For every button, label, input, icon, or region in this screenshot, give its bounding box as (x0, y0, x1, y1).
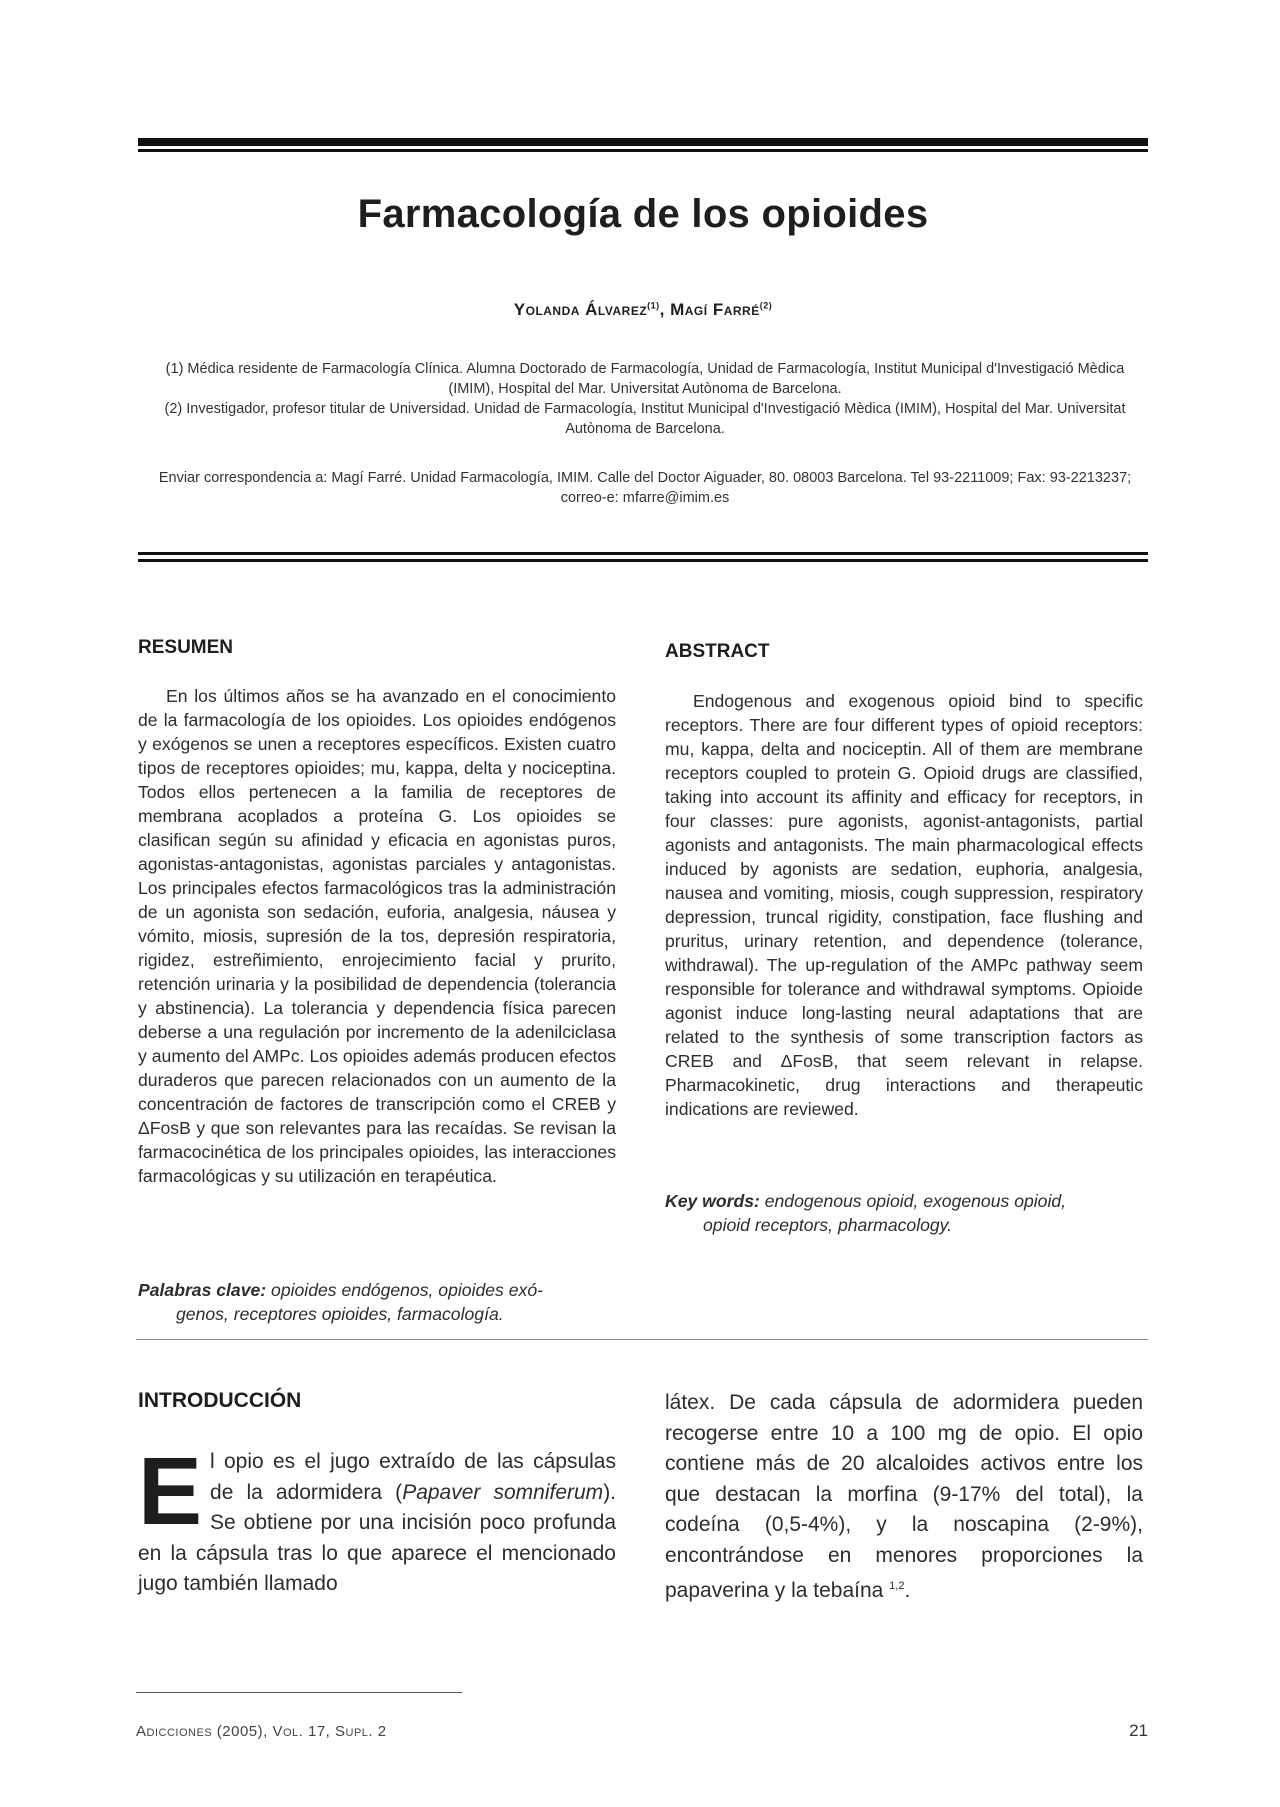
paper-title: Farmacología de los opioides (357, 192, 929, 236)
author-1-affil: (1) (647, 300, 660, 311)
header-rule-thin (138, 559, 1148, 562)
footer-journal: Adicciones (2005), Vol. 17, Supl. 2 (136, 1723, 387, 1740)
abstract-body (665, 689, 1143, 1121)
drop-cap: E (138, 1438, 203, 1545)
palabras-clave-line1: opioides endógenos, opioides exó- (271, 1280, 543, 1300)
key-words (665, 1189, 1143, 1237)
resumen-body (138, 684, 616, 1188)
palabras-clave (138, 1278, 616, 1326)
resumen-heading: RESUMEN (138, 637, 234, 658)
affiliation-1: (1) Médica residente de Farmacología Clínica. Alumna Doctorado de Farmacología, Unidad de Farmacología, Institut Municipal d'Investigació Mèdica (IMIM), Hospital del Mar. Universitat Autònoma de Barcelona. (165, 361, 1125, 397)
introduccion-heading: INTRODUCCIÓN (138, 1389, 302, 1412)
footer-rule (136, 1692, 462, 1693)
intro-left-text-a: l opio es el jugo extraído de las cápsulas de la adormidera ( (210, 1450, 616, 1504)
intro-right-ref: 1,2 (889, 1580, 905, 1592)
top-rule-thin (138, 149, 1148, 152)
top-rule-thick (138, 138, 1148, 146)
palabras-clave-label: Palabras clave: (138, 1280, 267, 1300)
author-1: Yolanda Álvarez (513, 300, 648, 319)
correspondence: Enviar correspondencia a: Magí Farré. Unidad Farmacología, IMIM. Calle del Doctor Aiguader, 80. 08003 Barcelona. Tel 93-2211009; Fax: 93-2213237; correo-e: mfarre@imim.es (158, 470, 1132, 506)
key-words-label: Key words: (665, 1191, 760, 1211)
introduccion-right (665, 1388, 1143, 1607)
section-separator (136, 1339, 1148, 1340)
abstract-paragraph: Endogenous and exogenous opioid bind to specific receptors. There are four different types of opioid receptors: mu, kappa, delta and nociceptin. All of them are membrane receptors coupled to protein G. Opioid drugs are classified, taking into account its affinity and efficacy for receptors, in four classes: pure agonists, agonist-antagonists, partial agonists and antagonists. The main pharmacological effects induced by agonists are sedation, euphoria, analgesia, nausea and vomiting, miosis, cough suppression, respiratory depression, truncal rigidity, constipation, face flushing and pruritus, urinary retention, and dependence (tolerance, withdrawal). The up-regulation of the AMPc pathway seem responsible for tolerance and withdrawal symptoms. Opioide agonist induce long-lasting neural adaptations that are related to the synthesis of some transcription factors as CREB and ΔFosB, that seem relevant in relapse. Pharmacokinetic, drug interactions and therapeutic indications are reviewed. (665, 691, 1143, 1119)
author-2-affil: (2) (759, 300, 773, 311)
author-2: Magí Farré (670, 300, 760, 319)
resumen-paragraph: En los últimos años se ha avanzado en el conocimiento de la farmacología de los opioides. Los opioides endógenos y exógenos se unen a receptores específicos. Existen cuatro tipos de receptores opioides; mu, kappa, delta y nociceptina. Todos ellos pertenecen a la familia de receptores de membrana acoplados a proteína G. Los opioides se clasifican según su afinidad y eficacia en agonistas puros, agonistas-antagonistas, agonistas parciales y antagonistas. Los principales efectos farmacológicos tras la administración de un agonista son sedación, euforia, analgesia, náusea y vómito, miosis, supresión de la tos, depresión respiratoria, rigidez, estreñimiento, enrojecimiento facial y prurito, retención urinaria y la posibilidad de dependencia (tolerancia y abstinencia). La tolerancia y dependencia física parecen deberse a una regulación por incremento de la adenilciclasa y aumento del AMPc. Los opioides además producen efectos duraderos que parecen relacionados con un aumento de la concentración de factores de transcripción como el CREB y ΔFosB y que son relevantes para las recaídas. Se revisan la farmacocinética de los principales opioides, las interacciones farmacológicas y su utilización en terapéutica. (138, 686, 616, 1186)
intro-left-text-b: ). Se obtiene por una incisión poco profunda en la cápsula tras lo que aparece el mencionado jugo también llamado (138, 1480, 617, 1595)
intro-right-end: . (904, 1579, 911, 1602)
introduccion-left (138, 1438, 617, 1600)
abstract-heading: ABSTRACT (665, 641, 770, 662)
affiliation-2: (2) Investigador, profesor titular de Universidad. Unidad de Farmacología, Institut Municipal d'Investigació Mèdica (IMIM), Hospital del Mar. Universitat Autònoma de Barcelona. (164, 401, 1126, 437)
intro-left-italic: Papaver somniferum (402, 1480, 604, 1504)
key-words-line2: opioid receptors, pharmacology. (703, 1215, 953, 1235)
author-separator: , (659, 300, 671, 319)
author-line (138, 300, 1148, 320)
palabras-clave-line2: genos, receptores opioides, farmacología. (176, 1304, 504, 1324)
header-rule-thick (138, 552, 1148, 555)
page-number: 21 (1129, 1721, 1148, 1740)
intro-right-text: látex. De cada cápsula de adormidera pueden recogerse entre 10 a 100 mg de opio. El opio contiene más de 20 alcaloides activos entre los que destacan la morfina (9-17% del total), la codeína (0,5-4%), y la noscapina (2-9%), encontrándose en menores proporciones la papaverina y la tebaína (665, 1391, 1143, 1602)
key-words-line1: endogenous opioid, exogenous opioid, (764, 1191, 1067, 1211)
